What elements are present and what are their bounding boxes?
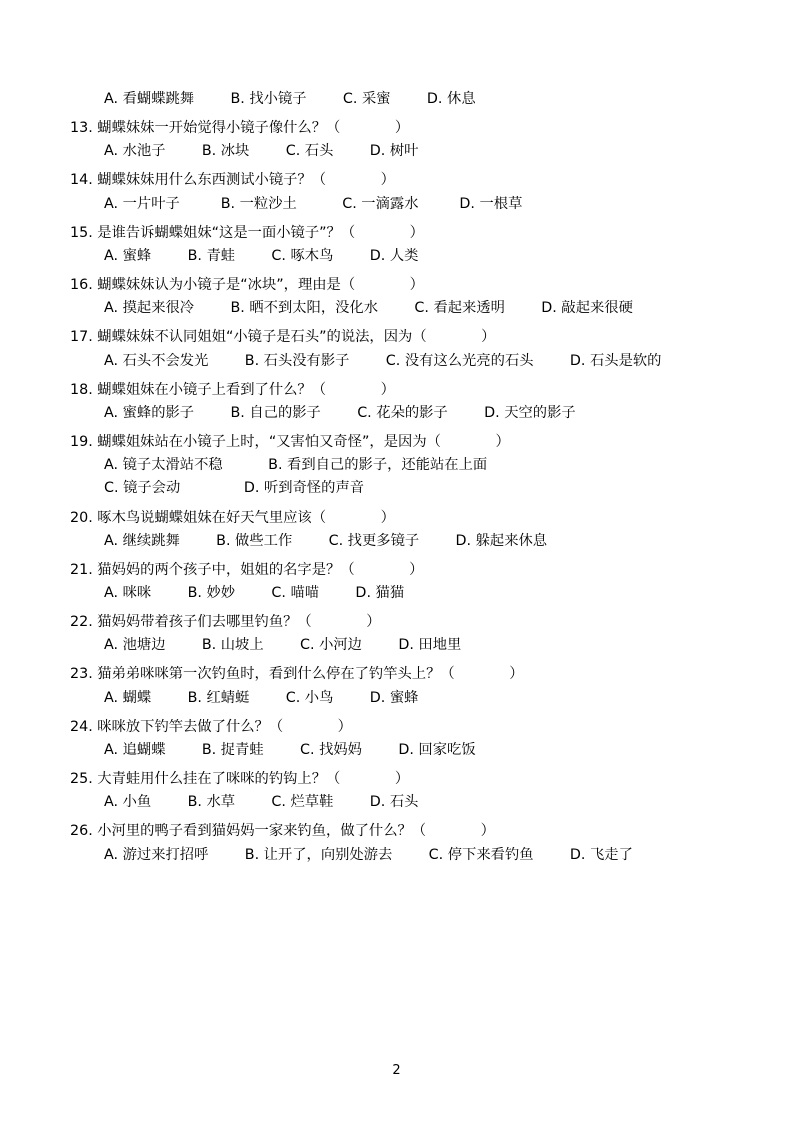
page-number: 2 — [392, 1063, 401, 1078]
question-block — [70, 611, 723, 657]
question-options: A. 镜子太滑站不稳 B. 看到自己的影子，还能站在上面 — [104, 457, 488, 474]
question-block — [70, 222, 723, 268]
question-options: A. 蜜蜂 B. 青蛙 C. 啄木鸟 D. 人类 — [104, 247, 419, 264]
question-options: A. 摸起来很冷 B. 晒不到太阳，没化水 C. 看起来透明 D. 敲起来很硬 — [104, 300, 633, 317]
question-options: A. 游过来打招呼 B. 让开了，向别处游去 C. 停下来看钓鱼 D. 飞走了 — [104, 846, 633, 863]
question-stem: 21. 猫妈妈的两个孩子中，姐姐的名字是？（ ） — [70, 561, 424, 578]
question-block — [70, 431, 723, 500]
question-options: C. 镜子会动 D. 听到奇怪的声音 — [104, 480, 365, 497]
question-block — [70, 663, 723, 709]
question-options: A. 水池子 B. 冰块 C. 石头 D. 树叶 — [104, 143, 419, 160]
question-stem: 23. 猫弟弟咪咪第一次钓鱼时，看到什么停在了钓竿头上？（ ） — [70, 666, 524, 683]
question-block — [70, 716, 723, 762]
question-block — [70, 820, 723, 866]
question-stem: 25. 大青蛙用什么挂在了咪咪的钓钩上？（ ） — [70, 771, 410, 788]
question-block — [70, 117, 723, 163]
question-stem: 14. 蝴蝶妹妹用什么东西测试小镜子？（ ） — [70, 172, 395, 189]
question-options: A. 池塘边 B. 山坡上 C. 小河边 D. 田地里 — [104, 637, 462, 654]
question-options: A. 蝴蝶 B. 红蜻蜓 C. 小鸟 D. 蜜蜂 — [104, 689, 419, 706]
question-options: A. 继续跳舞 B. 做些工作 C. 找更多镜子 D. 躲起来休息 — [104, 532, 548, 549]
question-block — [70, 169, 723, 215]
question-stem: 17. 蝴蝶妹妹不认同姐姐“小镜子是石头”的说法，因为（ ） — [70, 329, 496, 346]
question-stem: 18. 蝴蝶姐妹在小镜子上看到了什么？（ ） — [70, 381, 395, 398]
question-options: A. 小鱼 B. 水草 C. 烂草鞋 D. 石头 — [104, 794, 419, 811]
question-stem: 20. 啄木鸟说蝴蝶姐妹在好天气里应该（ ） — [70, 509, 395, 526]
question-options: A. 咪咪 B. 妙妙 C. 喵喵 D. 猫猫 — [104, 584, 405, 601]
question-block — [70, 559, 723, 605]
question-stem: 16. 蝴蝶妹妹认为小镜子是“冰块”，理由是（ ） — [70, 277, 424, 294]
question-stem: 24. 咪咪放下钓竿去做了什么？（ ） — [70, 718, 352, 735]
question-options: A. 追蝴蝶 B. 捉青蛙 C. 找妈妈 D. 回家吃饭 — [104, 741, 476, 758]
question-options: A. 石头不会发光 B. 石头没有影子 C. 没有这么光亮的石头 D. 石头是软的 — [104, 352, 662, 369]
question-block — [70, 379, 723, 425]
question-stem: 15. 是谁告诉蝴蝶姐妹“这是一面小镜子”？（ ） — [70, 224, 424, 241]
question-stem: 26. 小河里的鸭子看到猫妈妈一家来钓鱼，做了什么？（ ） — [70, 823, 495, 840]
question-block — [70, 507, 723, 553]
question-stem: 19. 蝴蝶姐妹站在小镜子上时，“又害怕又奇怪”，是因为（ ） — [70, 434, 510, 451]
question-block — [70, 274, 723, 320]
question-options: A. 一片叶子 B. 一粒沙土 C. 一滴露水 D. 一根草 — [104, 195, 523, 212]
question-block — [70, 768, 723, 814]
question-stem: 13. 蝴蝶妹妹一开始觉得小镜子像什么？（ ） — [70, 120, 410, 137]
question-options: A. 蜜蜂的影子 B. 自己的影子 C. 花朵的影子 D. 天空的影子 — [104, 404, 576, 421]
question-block — [70, 326, 723, 372]
question-stem: 22. 猫妈妈带着孩子们去哪里钓鱼？（ ） — [70, 614, 381, 631]
orphan-options-line: A. 看蝴蝶跳舞 B. 找小镜子 C. 采蜜 D. 休息 — [104, 91, 476, 107]
